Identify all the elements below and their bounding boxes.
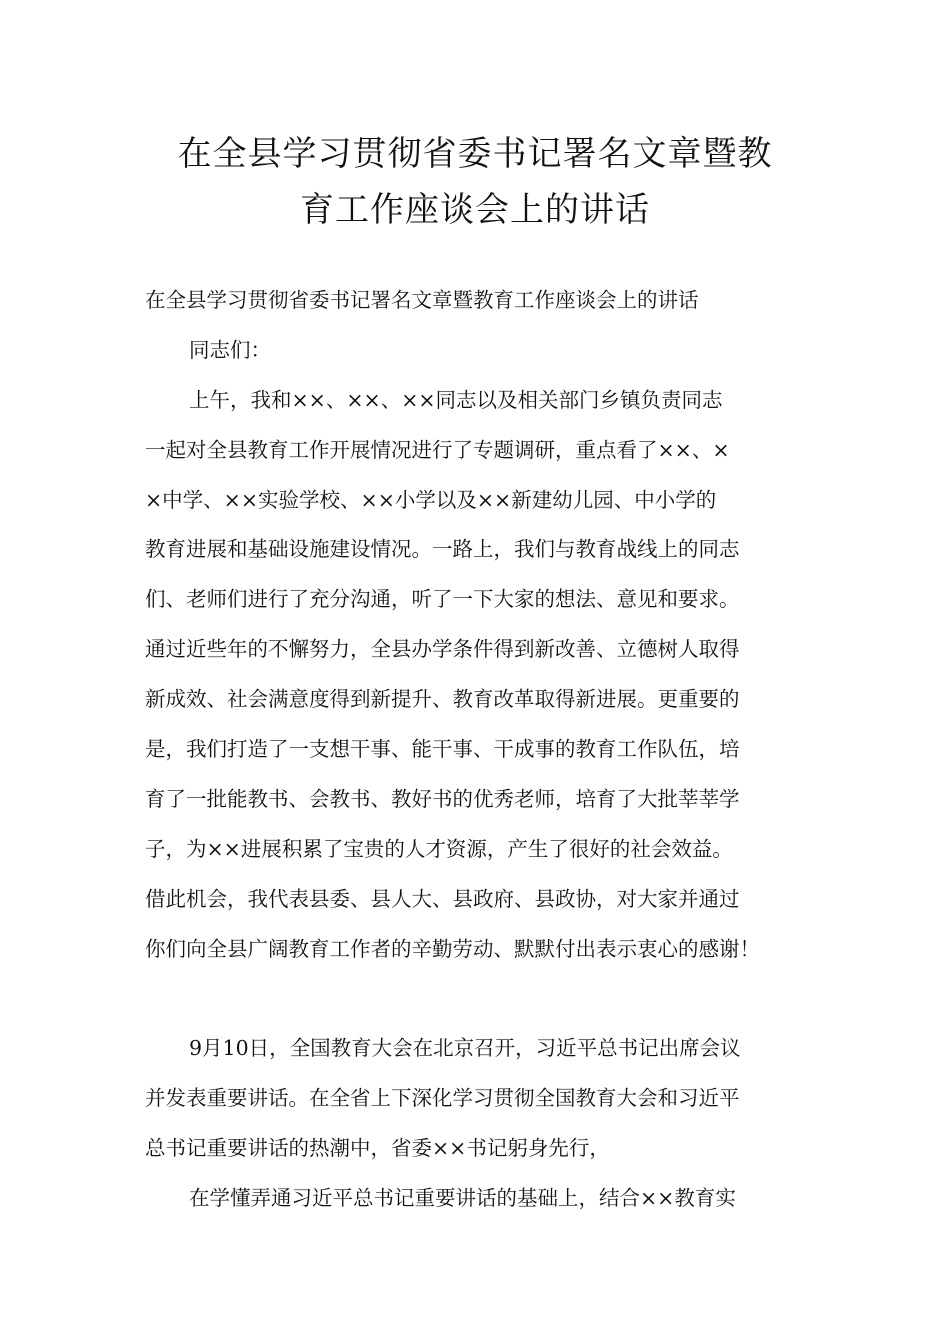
body-heading-line: 在全县学习贯彻省委书记署名文章暨教育工作座谈会上的讲话 (145, 288, 699, 312)
paragraph-line: 们、老师们进行了充分沟通，听了一下大家的想法、意见和要求。 (145, 587, 740, 612)
document-title (120, 126, 830, 238)
paragraph-line: 通过近些年的不懈努力，全县办学条件得到新改善、立德树人取得 (145, 637, 740, 662)
paragraph-line: 并发表重要讲话。在全省上下深化学习贯彻全国教育大会和习近平 (145, 1086, 740, 1111)
paragraph-line: 教育进展和基础设施建设情况。一路上，我们与教育战线上的同志 (145, 537, 740, 562)
salutation-line: 同志们： (189, 337, 271, 362)
paragraph-line: 子，为××进展积累了宝贵的人才资源，产生了很好的社会效益。 (145, 836, 733, 861)
paragraph-line: 育了一批能教书、会教书、教好书的优秀老师，培育了大批莘莘学 (145, 786, 740, 811)
paragraph-line: 新成效、社会满意度得到新提升、教育改革取得新进展。更重要的 (145, 687, 740, 712)
paragraph-line: 9月10日，全国教育大会在北京召开，习近平总书记出席会议 (189, 1036, 741, 1061)
title-line-1: 在全县学习贯彻省委书记署名文章暨教 (177, 134, 773, 174)
title-line-2: 育工作座谈会上的讲话 (300, 190, 650, 230)
paragraph-line: 在学懂弄通习近平总书记重要讲话的基础上，结合××教育实 (189, 1186, 736, 1211)
paragraph-line: 总书记重要讲话的热潮中，省委××书记躬身先行， (145, 1136, 610, 1161)
paragraph-line: 一起对全县教育工作开展情况进行了专题调研，重点看了××、× (145, 437, 730, 462)
paragraph-line: 是，我们打造了一支想干事、能干事、干成事的教育工作队伍，培 (145, 737, 740, 762)
paragraph-line: 借此机会，我代表县委、县人大、县政府、县政协，对大家并通过 (145, 886, 740, 911)
paragraph-gap (145, 974, 817, 1024)
paragraph-line: 上午，我和××、××、××同志以及相关部门乡镇负责同志 (189, 387, 723, 412)
paragraph-line: 你们向全县广阔教育工作者的辛勤劳动、默默付出表示衷心的感谢！ (145, 936, 760, 961)
document-body (145, 276, 817, 1224)
paragraph-line: ×中学、××实验学校、××小学以及××新建幼儿园、中小学的 (145, 487, 717, 512)
